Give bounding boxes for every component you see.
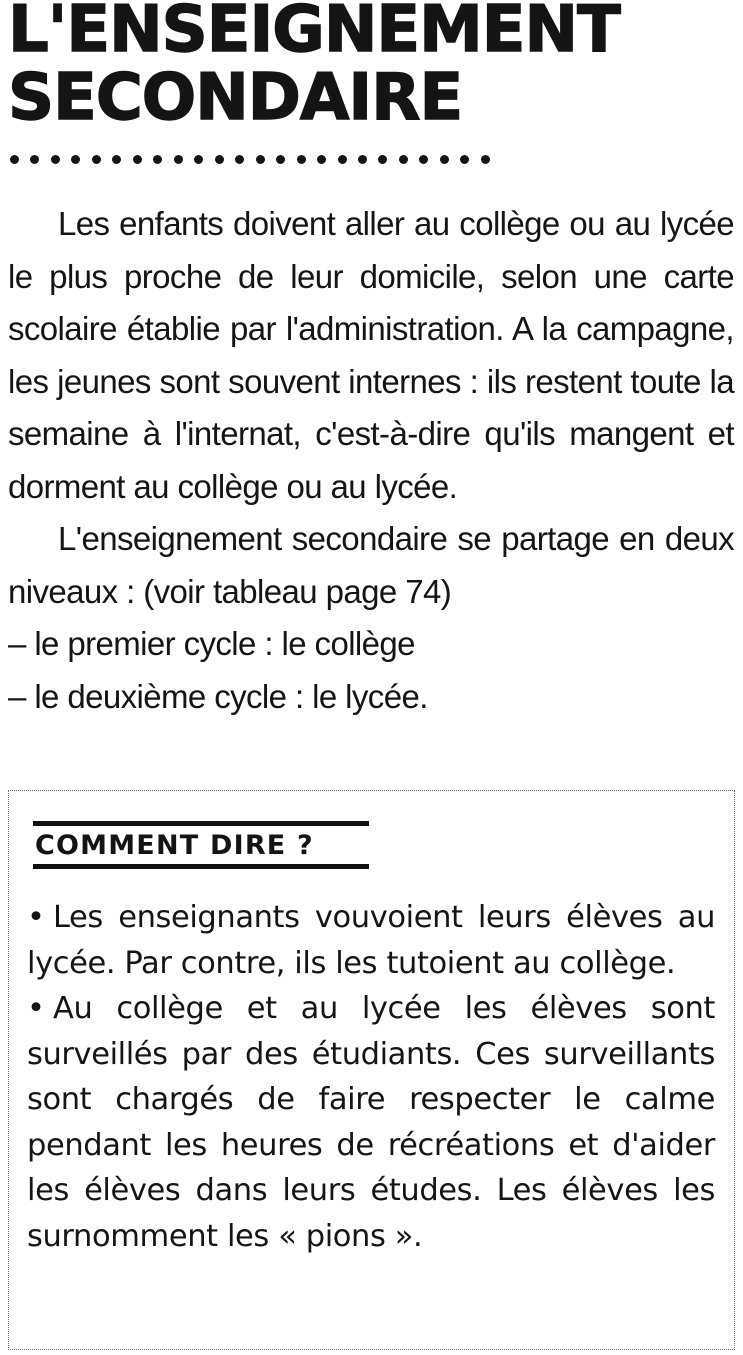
box-item (27, 986, 715, 1259)
box-heading (33, 821, 369, 869)
box-body (27, 895, 715, 1259)
article-paragraph-1: Les enfants doivent aller au collège ou au lycée le plus proche de leur domicile, selon une carte scolaire établie par l'administration. A la campagne, les jeunes sont souvent internes : ils restent toute la semaine à l'internat, c'est-à-dire qu'ils mangent et dorment au collège ou au lycée. (8, 205, 734, 505)
box-item (27, 895, 715, 986)
title-line-2: SECONDAIRE (8, 61, 463, 135)
article-paragraph-2: L'enseignement secondaire se partage en deux niveaux : (voir tableau page 74) (8, 520, 734, 610)
box-heading-label: COMMENT DIRE ? (35, 830, 314, 861)
cycle-list (8, 618, 734, 723)
article-body (8, 198, 734, 723)
list-item: – le deuxième cycle : le lycée. (8, 677, 428, 715)
title-line-1: L'ENSEIGNEMENT (8, 0, 620, 67)
box-item-text: Les enseignants vouvoient leurs élèves au lycée. Par contre, ils les tutoient au collège. (27, 900, 715, 981)
bullet-icon: • (27, 991, 45, 1026)
bullet-icon: • (27, 900, 45, 935)
page-title (8, 0, 620, 135)
list-item: – le premier cycle : le collège (8, 625, 415, 662)
box-item-text: Au collège et au lycée les élèves sont surveillés par des étudiants. Ces surveillants sont chargés de faire respecter le calme pendant les heures de récréations et d'aider les élèves dans leurs études. Les élèves les surnomment les « pions ». (27, 991, 715, 1254)
heading-rule-bottom (33, 864, 369, 869)
comment-dire-box (8, 790, 735, 1350)
dotted-divider (10, 152, 490, 166)
heading-rule-top (33, 821, 369, 826)
